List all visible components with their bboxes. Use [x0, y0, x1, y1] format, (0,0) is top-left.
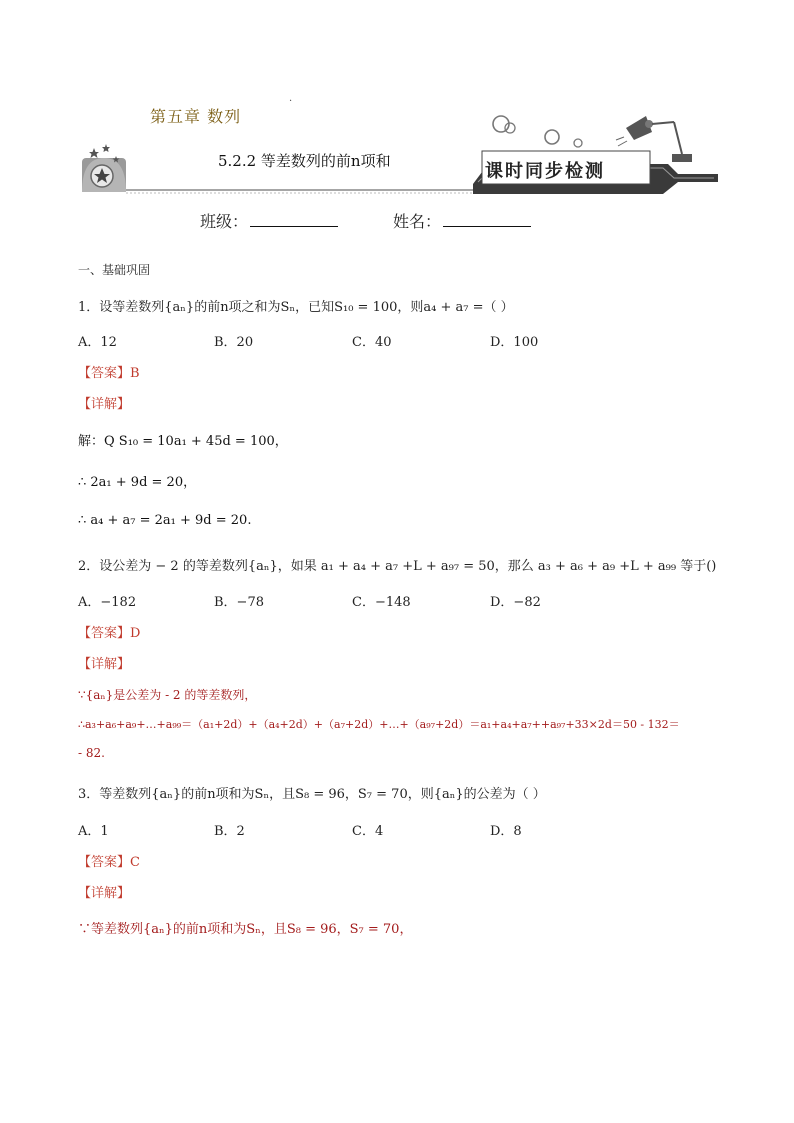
q3-solution-line-1: ∵等差数列{aₙ}的前n项和为Sₙ，且S₈ = 96，S₇ = 70，: [78, 922, 413, 937]
q1-option-a: A．12: [78, 335, 117, 350]
q1-solution-line-3: ∴ a₄ + a₇ = 2a₁ + 9d = 20.: [78, 513, 252, 528]
q2-solution-line-1: ∵{aₙ}是公差为 - 2 的等差数列，: [78, 688, 257, 702]
section-heading: 一、基础巩固: [78, 263, 151, 277]
chapter-title: 第五章 数列: [150, 107, 242, 126]
q3-detail-label: 【详解】: [78, 886, 131, 901]
name-field: [393, 209, 531, 232]
class-field: [200, 209, 338, 232]
star-badge-icon: [82, 144, 126, 192]
q2-option-c: C．−148: [352, 595, 411, 610]
q3-stem: 3．等差数列{aₙ}的前n项和为Sₙ，且S₈ = 96，S₇ = 70，则{aₙ}的公差为（ ）: [78, 787, 546, 802]
class-label: 班级：: [200, 212, 249, 231]
q2-detail-label: 【详解】: [78, 657, 131, 672]
q1-solution-line-1: 解：Q S₁₀ = 10a₁ + 45d = 100，: [78, 434, 288, 449]
q1-answer: 【答案】B: [78, 366, 140, 381]
q1-stem: 1．设等差数列{aₙ}的前n项之和为Sₙ，已知S₁₀ = 100，则a₄ + a₇ =（ ）: [78, 300, 514, 315]
q3-option-b: B．2: [214, 824, 245, 839]
header-dot: ·: [289, 96, 293, 107]
q1-option-d: D．100: [490, 335, 539, 350]
stamp-label: 课时同步检测: [485, 161, 605, 182]
section-title: 5.2.2 等差数列的前n项和: [218, 152, 391, 170]
q3-option-a: A．1: [78, 824, 109, 839]
q1-option-b: B．20: [214, 335, 254, 350]
q2-answer: 【答案】D: [78, 626, 141, 641]
class-blank[interactable]: [250, 212, 338, 227]
name-label: 姓名：: [393, 212, 442, 231]
q2-option-d: D．−82: [490, 595, 541, 610]
q3-answer: 【答案】C: [78, 855, 140, 870]
q3-option-d: D．8: [490, 824, 522, 839]
q2-solution-line-2: ∴a₃+a₆+a₉+…+a₉₉＝（a₁+2d）+（a₄+2d）+（a₇+2d）+…+（a₉₇+2d）＝a₁+a₄+a₇++a₉₇+33×2d＝50 - 132＝: [78, 718, 680, 731]
q2-solution-line-3: - 82.: [78, 746, 105, 760]
q2-option-a: A．−182: [78, 595, 137, 610]
q1-solution-line-2: ∴ 2a₁ + 9d = 20，: [78, 475, 197, 490]
q1-option-c: C．40: [352, 335, 392, 350]
q3-option-c: C．4: [352, 824, 384, 839]
q2-option-b: B．−78: [214, 595, 264, 610]
q1-detail-label: 【详解】: [78, 397, 131, 412]
q2-stem: 2．设公差为 − 2 的等差数列{aₙ}，如果 a₁ + a₄ + a₇ +L + a₉₇ = 50，那么 a₃ + a₆ + a₉ +L + a₉₉ 等于(): [78, 559, 717, 574]
name-blank[interactable]: [443, 212, 531, 227]
